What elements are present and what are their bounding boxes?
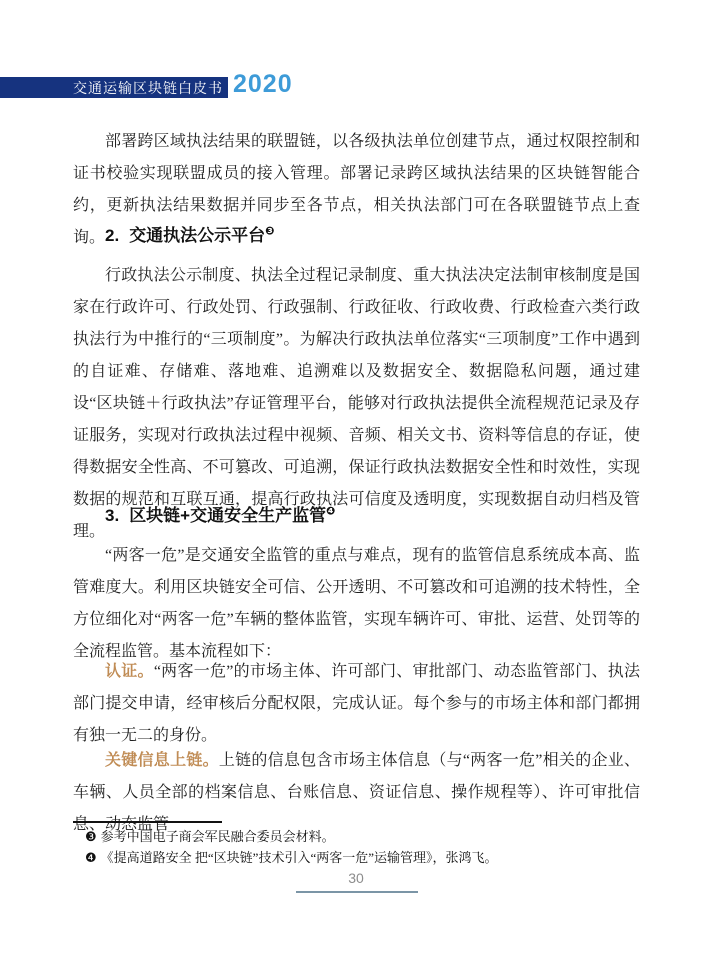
footnote-separator	[73, 821, 222, 823]
footer-rule	[296, 891, 418, 893]
lead-word-certification: 认证。	[105, 663, 154, 680]
paragraph-key-info-onchain	[73, 745, 640, 841]
header-bar	[0, 77, 228, 98]
paragraph-text: “两客一危”的市场主体、许可部门、审批部门、动态监管部门、执法部门提交申请，经审核后分配权限，完成认证。每个参与的市场主体和部门都拥有独一无二的身份。	[73, 663, 640, 744]
header-year: 2020	[233, 70, 293, 98]
paragraph-safety-supervision: “两客一危”是交通安全监管的重点与难点，现有的监管信息系统成本高、监管难度大。利用区块链安全可信、公开透明、不可篡改和可追溯的技术特性，全方位细化对“两客一危”车辆的整体监管，实现车辆许可、审批、运营、处罚等的全流程监管。基本流程如下：	[73, 547, 640, 660]
footnote-3	[85, 828, 640, 846]
section-number: 2.	[105, 226, 120, 245]
footnote-4	[85, 849, 640, 867]
footnote-text: 参考中国电子商会军民融合委员会材料。	[100, 829, 335, 844]
section-title: 交通执法公示平台	[129, 226, 266, 245]
footnote-marker-3: ❸	[85, 830, 97, 845]
footnote-ref-3: ❸	[265, 224, 275, 238]
section-number: 3.	[105, 506, 120, 525]
paragraph-text: 上链的信息包含市场主体信息（与“两客一危”相关的企业、车辆、人员全部的档案信息、台账信息、资证信息、操作规程等）、许可审批信息、动态监管	[73, 752, 640, 833]
page-number: 30	[348, 870, 364, 886]
section-heading-3	[105, 504, 335, 528]
document-title: 交通运输区块链白皮书	[73, 79, 223, 96]
section-title: 区块链+交通安全生产监管	[129, 506, 327, 525]
footnote-marker-4: ❹	[85, 851, 97, 866]
paragraph-law-enforcement-platform: 行政执法公示制度、执法全过程记录制度、重大执法决定法制审核制度是国家在行政许可、行政处罚、行政强制、行政征收、行政收费、行政检查六类行政执法行为中推行的“三项制度”。为解决行政执法单位落实“三项制度”工作中遇到的自证难、存储难、落地难、追溯难以及数据安全、数据隐私问题，通过建设“区块链＋行政执法”存证管理平台，能够对行政执法提供全流程规范记录及存证服务，实现对行政执法过程中视频、音频、相关文书、资料等信息的存证，使得数据安全性高、不可篡改、可追溯，保证行政执法数据安全性和时效性，实现数据的规范和互联互通，提高行政执法可信度及透明度，实现数据自动归档及管理。	[73, 267, 640, 540]
paragraph-alliance-chain: 部署跨区域执法结果的联盟链，以各级执法单位创建节点，通过权限控制和证书校验实现联盟成员的接入管理。部署记录跨区域执法结果的区块链智能合约，更新执法结果数据并同步至各节点，相关执法部门可在各联盟链节点上查询。	[73, 133, 640, 246]
footnote-ref-4: ❹	[326, 504, 336, 518]
paragraph-certification	[73, 656, 640, 752]
lead-word-key-info: 关键信息上链。	[105, 752, 219, 769]
footnote-text: 《提高道路安全 把“区块链”技术引入“两客一危”运输管理》，张鸿飞。	[100, 850, 498, 865]
section-heading-2	[105, 224, 275, 248]
